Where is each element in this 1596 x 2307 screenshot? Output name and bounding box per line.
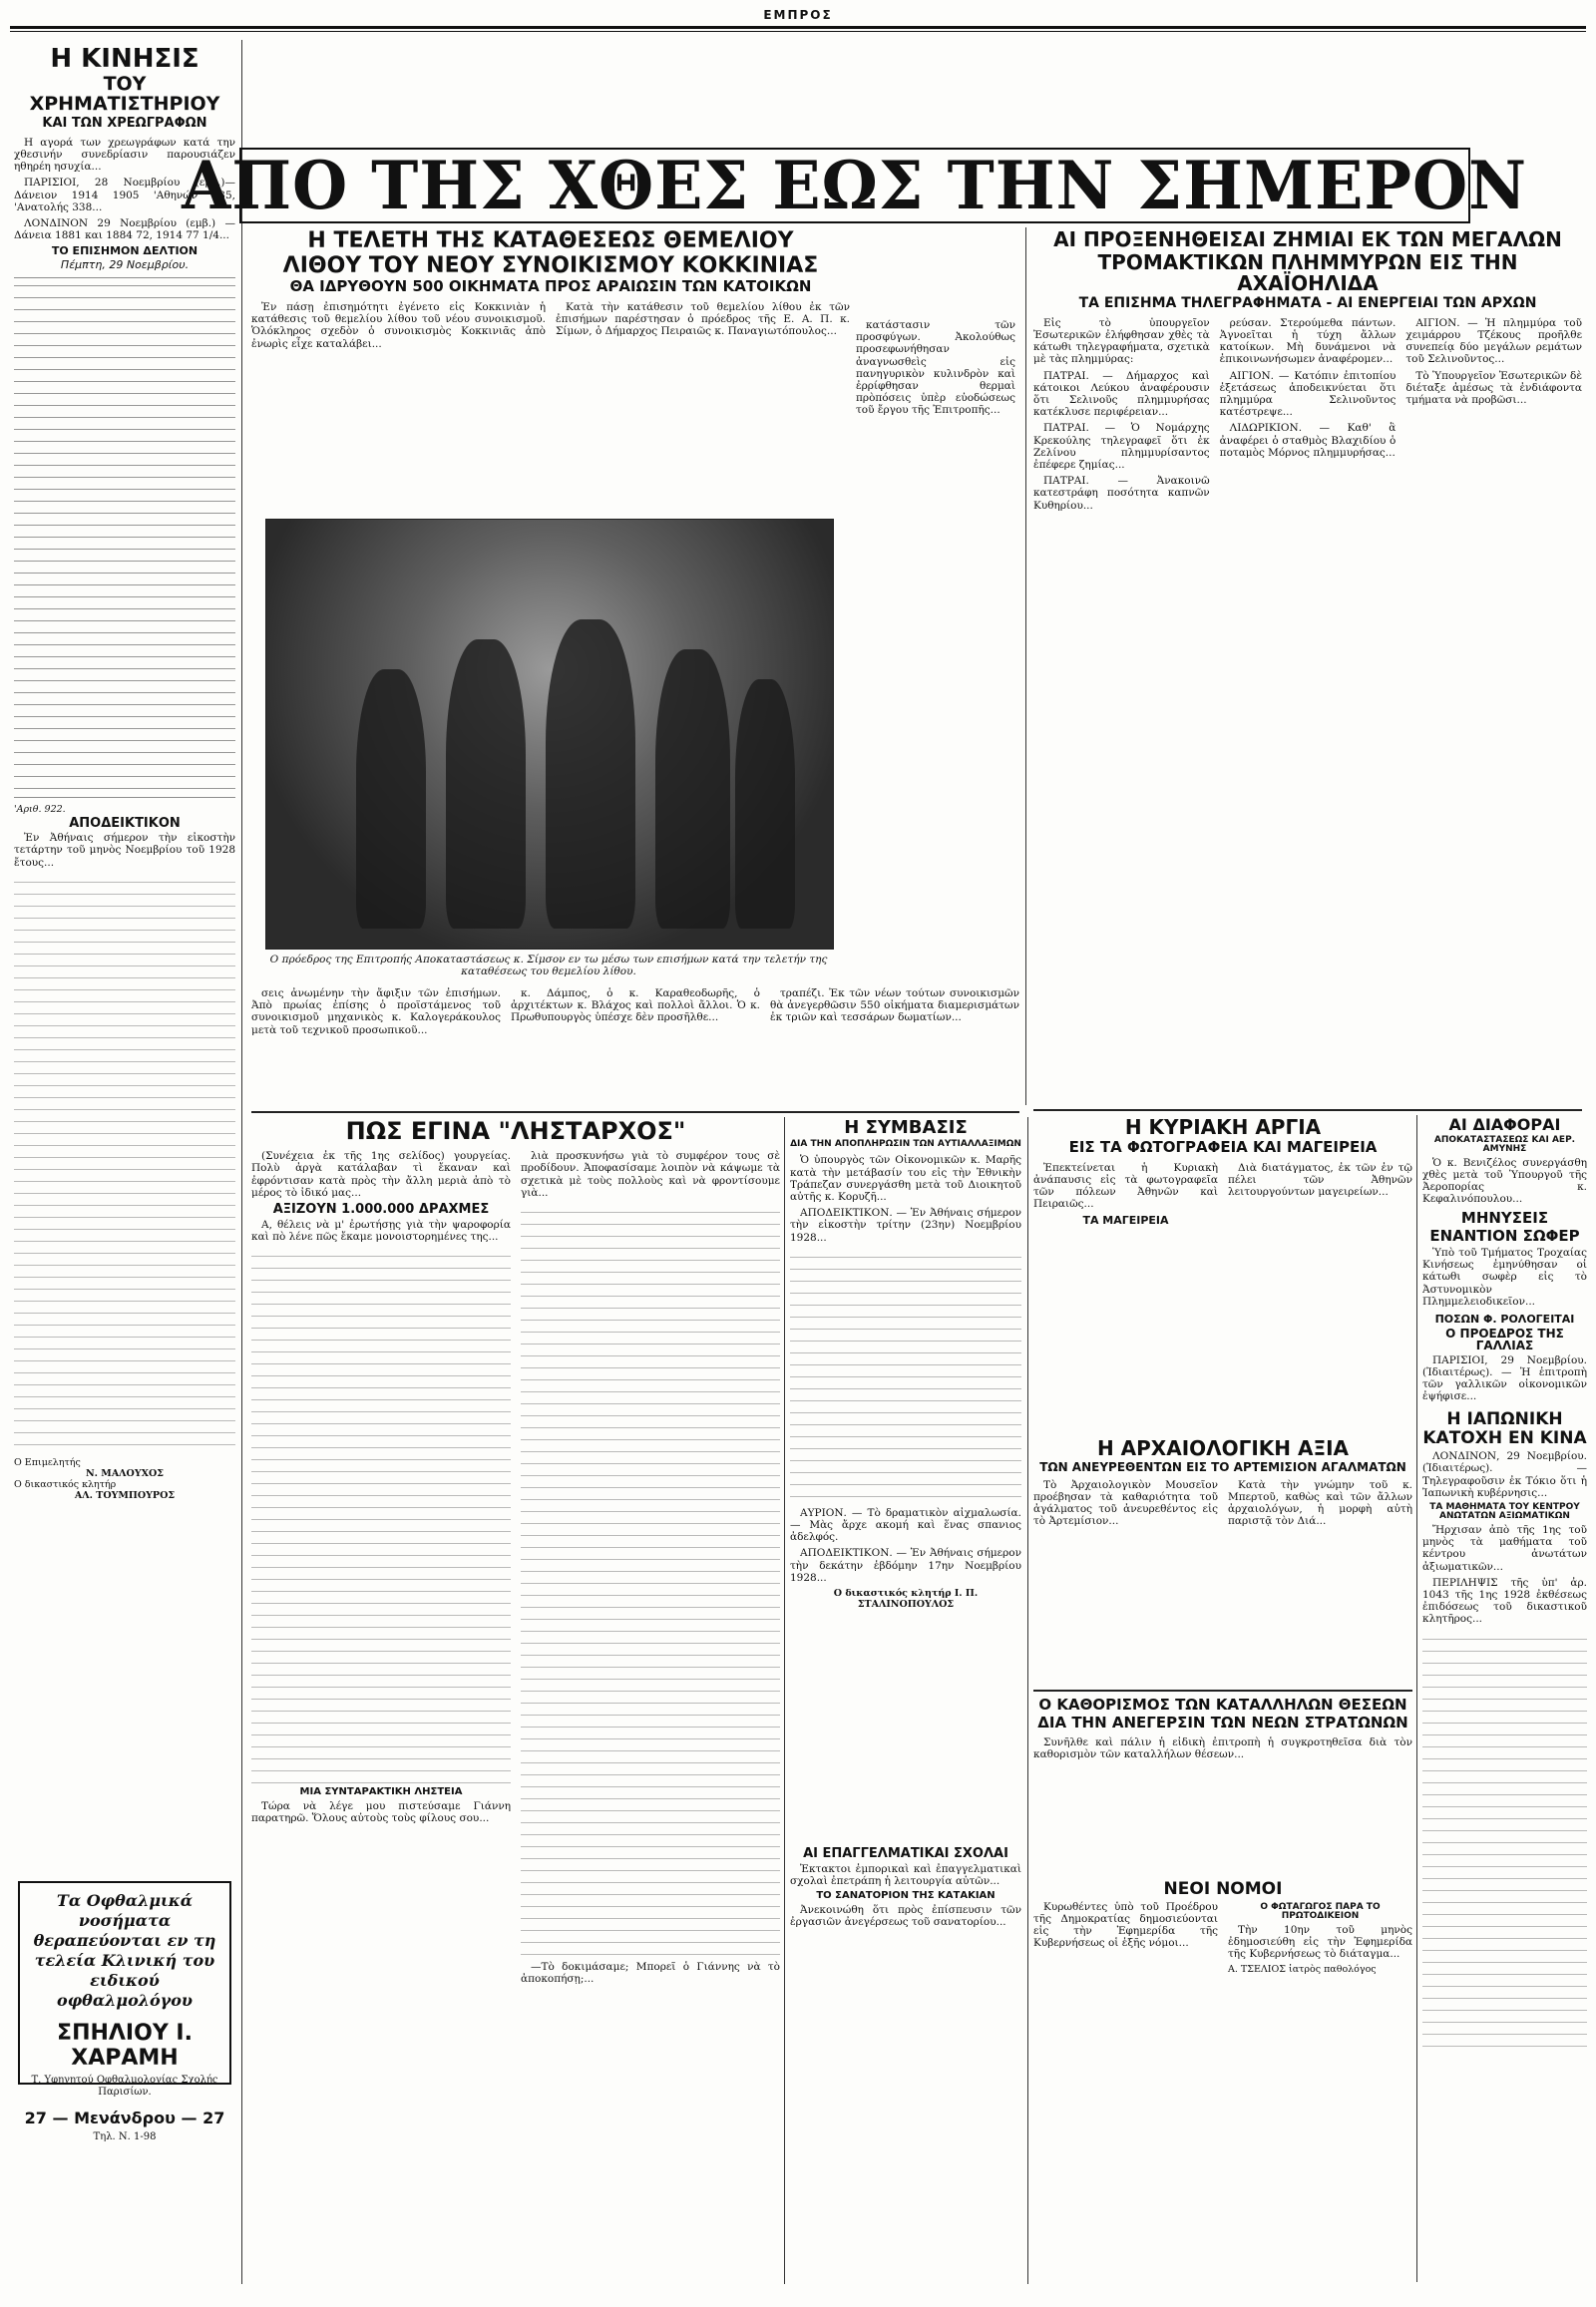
ceremony-photo — [265, 519, 834, 950]
official-bulletin-title: ΤΟ ΕΠΙΣΗΜΟΝ ΔΕΛΤΙΟΝ — [51, 244, 199, 258]
story1-headline-1: Η ΤΕΛΕΤΗ ΤΗΣ ΚΑΤΑΘΕΣΕΩΣ ΘΕΜΕΛΙΟΥ — [307, 228, 794, 253]
ad-credentials: Τ. Υφηγητού Οφθαλμολογίας Σχολής Παρισίων. — [31, 2075, 218, 2098]
story12-text-2: Ἀνεκοινώθη ὅτι πρὸς ἐπίσπευσιν τῶν ἐργασιῶν ἀνεγέρσεως τοῦ σανατορίου... — [790, 1903, 1021, 1928]
mid-divider — [1025, 227, 1026, 1105]
story8-headline: ΠΩΣ ΕΓΙΝΑ "ΛΗΣΤΑΡΧΟΣ" — [345, 1117, 686, 1145]
exchange-paris: ΠΑΡΙΣΙΟΙ, 28 Νοεμβρίου (εμβ.)—Δάνειον 1914 1905 'Αθηνών 335, 'Ανατολής 338... — [14, 177, 235, 213]
story7-text-2: Ἤρχισαν ἀπὸ τῆς 1ης τοῦ μηνὸς τὰ μαθήματα τοῦ κέντρου ἀνωτάτων ἀξιωματικῶν... — [1422, 1523, 1587, 1573]
story13-headline: ΝΕΟΙ ΝΟΜΟΙ — [1163, 1879, 1283, 1899]
story7-text-3: ΠΕΡΙΛΗΨΙΣ τῆς ὑπ' ἀρ. 1043 τῆς 1ης 1928 ἐκθέσεως ἐπιδόσεως τοῦ δικαστικοῦ κλητῆρος... — [1422, 1576, 1587, 1626]
story-foundation-stone — [251, 227, 850, 517]
notice-title: ΑΠΟΔΕΙΚΤΙΚΟΝ — [69, 815, 181, 831]
story4-headline-2: ΑΠΟΚΑΤΑΣΤΑΣΕΩΣ ΚΑΙ ΑΕΡ. ΑΜΥΝΗΣ — [1433, 1134, 1576, 1155]
story3-text-1: Ἐπεκτείνεται ἡ Κυριακὴ ἀνάπαυσις εἰς τὰ φωτογραφεῖα τῶν πόλεων Ἀθηνῶν καὶ Πειραιῶς... — [1033, 1161, 1218, 1211]
story10-text-1: Τὸ Ἀρχαιολογικὸν Μουσεῖον προέβησαν τὰ καθαριότητα τοῦ ἀγάλματος τοῦ ἀνευρεθέντος εἰς τὸ Ἀρτεμίσιον... — [1033, 1478, 1218, 1528]
story-vocational-schools — [790, 1845, 1021, 2284]
story1-text-4: σεις ἀνωμένην τὴν ἄφιξιν τῶν ἐπισήμων. Ἀπὸ πρωίας ἐπίσης ὁ προϊστάμενος τοῦ συνοικισμοῦ μηχανικὸς κ. Καλογεράκουλος μετὰ τοῦ τεχνικοῦ προσωπικοῦ... — [251, 987, 501, 1036]
story10-headline-1: Η ΑΡΧΑΙΟΛΟΓΙΚΗ ΑΞΙΑ — [1096, 1436, 1350, 1460]
story-convention — [790, 1117, 1021, 1835]
story1-column-3 — [856, 319, 1015, 519]
story7-headline-1: Η ΙΑΠΩΝΙΚΗ — [1446, 1408, 1563, 1429]
story2-text-4: ΠΑΤΡΑΙ. — Ἀνακοινῶ κατεστράφη ποσότητα καπνῶν Κυθηρίου... — [1033, 475, 1210, 512]
story8-section: ΑΞΙΖΟΥΝ 1.000.000 ΔΡΑΧΜΕΣ — [272, 1202, 490, 1217]
ad-name: ΣΠΗΛΙΟΥ Ι. ΧΑΡΑΜΗ — [57, 2021, 193, 2071]
exchange-london: ΛΟΝΔΙΝΟΝ 29 Νοεμβρίου (εμβ.) — Δάνεια 1881 και 1884 72, 1914 77 1/4... — [14, 217, 235, 242]
story8-text-2: Α, θέλεις νὰ μ' ἐρωτήσῃς γιὰ τὴν ψαροφορία καὶ πὸ λένε πῶς ἔκαμε μονοιστορημένες της... — [251, 1218, 511, 1243]
story1-text-1: Ἐν πάσῃ ἐπισημότητι ἐγένετο εἰς Κοκκινιὰν ἡ κατάθεσις τοῦ θεμελίου λίθου τοῦ νέου συνοικισμοῦ. Ὁλόκληρος σχεδὸν ὁ συνοικισμὸς Κοκκινιᾶς ἀπὸ ἐνωρὶς εἶχε καταλάβει... — [251, 300, 546, 350]
story3-headline: Η ΚΥΡΙΑΚΗ ΑΡΓΙΑ — [1124, 1115, 1322, 1139]
story4-headline-1: ΑΙ ΔΙΑΦΟΡΑΙ — [1448, 1115, 1561, 1134]
story9-filler — [790, 1248, 1021, 1507]
story7-headline-2: ΚΑΤΟΧΗ ΕΝ ΚΙΝΑ — [1422, 1428, 1587, 1449]
exchange-title: Η ΚΙΝΗΣΙΣ — [50, 44, 200, 74]
story-sunday-rest — [1033, 1115, 1412, 1434]
story3-subhead: ΕΙΣ ΤΑ ΦΩΤΟΓΡΑΦΕΙΑ ΚΑΙ ΜΑΓΕΙΡΕΙΑ — [1068, 1138, 1378, 1156]
eye-clinic-ad — [18, 1881, 231, 2142]
story-lestarchos — [251, 1117, 780, 2284]
notice-text: Ἐν Ἀθήναις σήμερον τὴν εἰκοστὴν τετάρτην τοῦ μηνὸς Νοεμβρίου τοῦ 1928 ἔτους... — [14, 832, 235, 869]
story2-headline-1: ΑΙ ΠΡΟΞΕΝΗΘΕΙΣΑΙ ΖΗΜΙΑΙ ΕΚ ΤΩΝ ΜΕΓΑΛΩΝ — [1053, 227, 1562, 251]
rule-mid — [251, 1111, 1019, 1113]
story6-headline-2: Ο ΠΡΟΕΔΡΟΣ ΤΗΣ ΓΑΛΛΙΑΣ — [1445, 1326, 1564, 1353]
story-barracks — [1033, 1696, 1412, 1875]
story2-text-5: ρεύσαν. Στερούμεθα πάντων. Ἀγνοεῖται ἡ τύχη ἄλλων κατοίκων. Μὴ δυνάμενοι νὰ ἐπικοινωνήσωμεν ἀναφέρομεν... — [1219, 316, 1396, 366]
story1-text-3: κατάστασιν τῶν προσφύγων. Ἀκολούθως προσεφωνήθησαν ἀναγνωσθεὶς εἰς πανηγυρικὸν κυλινδρὸν καὶ ἐρρίφθησαν θερμαὶ πρὸπόσεις ὑπὲρ εὐοδώσεως τοῦ ἔργου τῆς Ἐπιτροπῆς... — [856, 319, 1015, 417]
story5-headline-2: ΕΝΑΝΤΙΟΝ ΣΩΦΕΡ — [1429, 1227, 1580, 1246]
story9-notice-3: ΑΠΟΔΕΙΚΤΙΚΟΝ. — Ἐν Ἀθήναις σήμερον τὴν δεκάτην ἑβδόμην 17ην Νοεμβρίου 1928... — [790, 1547, 1021, 1584]
exchange-title-2: ΤΟΥ ΧΡΗΜΑΤΙΣΤΗΡΙΟΥ — [29, 73, 220, 116]
story-new-laws — [1033, 1879, 1412, 2278]
story13-subhead: Ο ΦΩΤΑΓΩΓΟΣ ΠΑΡΑ ΤΟ ΠΡΩΤΟΔΙΚΕΙΟΝ — [1260, 1901, 1381, 1922]
exchange-intro: Η αγορά των χρεωγράφων κατά την χθεσινήν συνεδρίασιν παρουσιάζεν ηθηρέη ησυχία... — [14, 136, 235, 174]
story11-text: Συνῆλθε καὶ πάλιν ἡ εἰδικὴ ἐπιτροπὴ ἡ συγκροτηθεῖσα διὰ τὸν καθορισμὸν τῶν καταλλήλων θέσεων... — [1033, 1735, 1412, 1760]
story9-signature: Ο δικαστικός κλητήρ Ι. Π. ΣΤΑΛΙΝΟΠΟΥΛΟΣ — [833, 1587, 979, 1610]
story9-headline: Η ΣΥΜΒΑΣΙΣ — [844, 1117, 968, 1138]
story7-text: ΛΟΝΔΙΝΟΝ, 29 Νοεμβρίου. (Ἰδιαιτέρως). — Τηλεγραφοῦσιν ἐκ Τόκιο ὅτι ἡ Ἰαπωνικὴ κυβέρνησις... — [1422, 1450, 1587, 1499]
signature-4: ΑΛ. ΤΟΥΜΠΟΥΡΟΣ — [74, 1489, 176, 1501]
story13-signature: Α. ΤΣΕΛΙΟΣ ἰατρὸς παθολόγος — [1228, 1964, 1377, 1976]
right-column — [1422, 1115, 1587, 2282]
story9-subhead: ΔΙΑ ΤΗΝ ΑΠΟΠΛΗΡΩΣΙΝ ΤΩΝ ΑΥΤΙΑΛΛΑΞΙΜΩΝ — [790, 1138, 1021, 1149]
story4-text: Ὁ κ. Βενιζέλος συνεργάσθη χθὲς μετὰ τοῦ Ὑπουργοῦ τῆς Ἀεροπορίας κ. Κεφαλινόπουλου... — [1422, 1156, 1587, 1206]
story13-text: Κυρωθέντες ὑπὸ τοῦ Προέδρου τῆς Δημοκρατίας δημοσιεύονται εἰς τὴν Ἐφημερίδα τῆς Κυβερνήσεως οἱ ἑξῆς νόμοι... — [1033, 1900, 1218, 1950]
story11-headline-2: ΔΙΑ ΤΗΝ ΑΝΕΓΕΡΣΙΝ ΤΩΝ ΝΕΩΝ ΣΤΡΑΤΩΝΩΝ — [1037, 1713, 1408, 1731]
story1-text-2: Κατὰ τὴν κατάθεσιν τοῦ θεμελίου λίθου ἐκ τῶν ἐπισήμων παρέστησαν ὁ πρόεδρος τῆς Ε. Α. Π. κ. Σίμων, ὁ Δήμαρχος Πειραιῶς κ. Παναγιωτόπουλος... — [556, 300, 850, 338]
masthead: ΕΜΠΡΟΣ — [763, 8, 833, 22]
top-rule — [10, 26, 1586, 29]
story2-text-8: Τὸ Ὑπουργεῖον Ἐσωτερικῶν δὲ διέταξε ἀμέσως τὰ ἐνδιάφοντα τμήματα νὰ προβῶσι... — [1405, 369, 1582, 406]
story12-text: Ἐκτακτοι ἐμπορικαὶ καὶ ἐπαγγελματικαὶ σχολαὶ ἐπετράπη ἡ λειτουργία αὐτῶν... — [790, 1862, 1021, 1887]
story2-text-1: Εἰς τὸ ὑπουργεῖον Ἐσωτερικῶν ἐλήφθησαν χθὲς τὰ κάτωθι τηλεγραφήματα, σχετικὰ μὲ τὰς πλημμύρας: — [1033, 316, 1210, 366]
right-filler — [1422, 1630, 1587, 2049]
story1-subhead: ΘΑ ΙΔΡΥΘΟΥΝ 500 ΟΙΚΗΜΑΤΑ ΠΡΟΣ ΑΡΑΙΩΣΙΝ ΤΩΝ ΚΑΤΟΙΚΩΝ — [289, 277, 812, 296]
story2-text-9: ΛΙΔΩΡΙΚΙΟΝ. — Καθ' ἃ ἀναφέρει ὁ σταθμὸς Βλαχιδίου ὁ ποταμὸς Μόρνος πλημμυρήσας... — [1219, 422, 1396, 459]
stock-table — [14, 277, 235, 798]
notice-filler — [14, 873, 235, 1451]
official-bulletin-date: Πέμπτη, 29 Νοεμβρίου. — [60, 257, 190, 271]
story-floods — [1033, 227, 1582, 1105]
exchange-title-3: ΚΑΙ ΤΩΝ ΧΡΕΩΓΡΑΦΩΝ — [42, 116, 207, 132]
photo-caption: Ο πρόεδρος της Επιτροπής Αποκαταστάσεως κ. Σίμσον εν τω μέσω των επισήμων κατά την τελετήν της καταθέσεως του θεμελίου λίθου. — [269, 954, 828, 977]
story1-text-5: κ. Δάμπος, ὁ κ. Καραθεοδωρῆς, ὁ ἀρχιτέκτων κ. Βλάχος καὶ πολλοὶ ἄλλοι. Ὁ κ. Πρωθυπουργὸς ὑπέσχε δὲν προσῆλθε... — [511, 987, 760, 1024]
ad-phone: Τηλ. Ν. 1-98 — [93, 2131, 157, 2142]
story1-continued — [251, 987, 1019, 1107]
story2-text-7: ΑΙΓΙΟΝ. — Ἡ πλημμύρα τοῦ χειμάρρου Τζέκους προῆλθε συνεπείᾳ δύο μεγάλων ρεμάτων τοῦ Σελινοῦντος... — [1405, 316, 1582, 366]
story2-text-6: ΑΙΓΙΟΝ. — Κατόπιν ἐπιτοπίου ἐξετάσεως ἀποδεικνύεται ὅτι πλημμύρα Σελινοῦντος κατέστρεψε... — [1219, 369, 1396, 419]
story2-headline-2: ΤΡΟΜΑΚΤΙΚΩΝ ΠΛΗΜΜΥΡΩΝ ΕΙΣ ΤΗΝ ΑΧΑΪΟΗΛΙΔΑ — [1097, 250, 1518, 295]
story13-text-2: Τὴν 10ην τοῦ μηνὸς ἐδημοσιεύθη εἰς τὴν Ἐφημερίδα τῆς Κυβερνήσεως τὸ διάταγμα... — [1228, 1923, 1412, 1961]
story6-headline-1: ΠΟΣΩΝ Φ. ΡΟΛΟΓΕΙΤΑΙ — [1434, 1313, 1575, 1326]
story7-subhead: ΤΑ ΜΑΘΗΜΑΤΑ ΤΟΥ ΚΕΝΤΡΟΥ ΑΝΩΤΑΤΩΝ ΑΞΙΩΜΑΤΙΚΩΝ — [1429, 1502, 1580, 1522]
ad-text: Τα Οφθαλμικά νοσήματα θεραπεύονται εν τη τελεία Κλινική του ειδικού οφθαλμολόγου — [33, 1891, 216, 2010]
signature-2: Ν. ΜΑΛΟΥΧΟΣ — [86, 1467, 164, 1479]
main-banner — [182, 147, 1528, 224]
story8-filler-b — [521, 1203, 780, 1961]
ad-address: 27 — Μενάνδρου — 27 — [24, 2109, 225, 2127]
signature-1: Ο Επιμελητής — [14, 1456, 81, 1468]
story3-section: ΤΑ ΜΑΓΕΙΡΕΙΑ — [1082, 1213, 1169, 1227]
story10-text-2: Κατὰ τὴν γνώμην τοῦ κ. Μπερτοῦ, καθὼς καὶ τῶν ἄλλων ἀρχαιολόγων, ἡ μορφὴ αὐτὴ παριστᾷ τὸν Διά... — [1228, 1478, 1412, 1528]
story11-headline-1: Ο ΚΑΘΟΡΙΣΜΟΣ ΤΩΝ ΚΑΤΑΛΛΗΛΩΝ ΘΕΣΕΩΝ — [1038, 1696, 1407, 1714]
story6-text: ΠΑΡΙΣΙΟΙ, 29 Νοεμβρίου. (Ἰδιαιτέρως). — Ἡ ἐπιτροπὴ τῶν γαλλικῶν οἰκονομικῶν ἐψήφισε... — [1422, 1353, 1587, 1403]
story12-headline: ΑΙ ΕΠΑΓΓΕΛΜΑΤΙΚΑΙ ΣΧΟΛΑΙ — [803, 1846, 1008, 1861]
story2-text-2: ΠΑΤΡΑΙ. — Δήμαρχος καὶ κάτοικοι Λεύκου ἀναφέρουσιν ὅτι Σελινοῦς πλημμυρήσας κατέκλυσε περιφέρειαν... — [1033, 369, 1210, 419]
rule-right-2 — [1033, 1690, 1412, 1692]
signature-3: Ο δικαστικός κλητήρ — [14, 1478, 117, 1490]
story8-text-5: —Τὸ δοκιμάσαμε; Μπορεῖ ὁ Γιάννης νὰ τὸ ἀποκοπήσῃ;... — [521, 1961, 780, 1986]
story9-notice-1: ΑΠΟΔΕΙΚΤΙΚΟΝ. — Ἐν Ἀθήναις σήμερον τὴν εἰκοστὴν τρίτην (23ην) Νοεμβρίου 1928... — [790, 1207, 1021, 1244]
divider-3 — [1027, 1117, 1028, 2284]
story2-text-3: ΠΑΤΡΑΙ. — Ὁ Νομάρχης Κρεκούλης τηλεγραφεῖ ὅτι ἐκ Ζελίνου πλημμυρίσαντος ἐπέφερε ζημίας... — [1033, 422, 1210, 471]
story9-notice-2: ΑΥΡΙΟΝ. — Τὸ δραματικὸν αἰχμαλωσία. — Μὰς ἄρχε ακομή καὶ ἕνας σπανιος ἀδελφός. — [790, 1506, 1021, 1544]
story10-headline-2: ΤΩΝ ΑΝΕΥΡΕΘΕΝΤΩΝ ΕΙΣ ΤΟ ΑΡΤΕΜΙΣΙΟΝ ΑΓΑΛΜΑΤΩΝ — [1039, 1460, 1406, 1474]
story8-text-4: λιὰ προσκυνήσω γιὰ τὸ συμφέρον τους σὲ προδίδουν. Ἀποφασίσαμε λοιπὸν νὰ κάψωμε τὰ σχετικὰ μὲ τοὺς πολλοὺς καὶ νὰ φροντίσουμε γιὰ... — [521, 1150, 780, 1199]
story1-headline-2: ΛΙΘΟΥ ΤΟΥ ΝΕΟΥ ΣΥΝΟΙΚΙΣΜΟΥ ΚΟΚΚΙΝΙΑΣ — [282, 253, 819, 279]
story9-text: Ὁ ὑπουργὸς τῶν Οἰκονομικῶν κ. Μαρῆς κατὰ τὴν μετάβασίν του εἰς τὴν Ἐθνικὴν Τράπεζαν συνεργάσθη μετὰ τοῦ Διοικητοῦ αὐτῆς κ. Κορυζῆ... — [790, 1154, 1021, 1203]
story2-subhead: ΤΑ ΕΠΙΣΗΜΑ ΤΗΛΕΓΡΑΦΗΜΑΤΑ - ΑΙ ΕΝΕΡΓΕΙΑΙ ΤΩΝ ΑΡΧΩΝ — [1078, 295, 1537, 311]
rule-right-1 — [1033, 1109, 1582, 1111]
story8-filler-a — [251, 1247, 511, 1785]
story5-headline-1: ΜΗΝΥΣΕΙΣ — [1460, 1209, 1549, 1228]
right-divider — [1416, 1115, 1417, 2282]
story1-text-6: τραπέζι. Ἐκ τῶν νέων τούτων συνοικισμῶν θὰ ἀνεγερθῶσιν 550 οἰκήματα διαμερισμάτων ἐκ τριῶν καὶ τεσσάρων δωματίων... — [770, 987, 1019, 1024]
story12-subhead: ΤΟ ΣΑΝΑΤΟΡΙΟΝ ΤΗΣ ΚΑΤΑΚΙΑΝ — [816, 1890, 996, 1902]
divider-2 — [784, 1117, 785, 2284]
story8-section-2: ΜΙΑ ΣΥΝΤΑΡΑΚΤΙΚΗ ΛΗΣΤΕΙΑ — [299, 1786, 463, 1798]
notice-number: 'Αριθ. 922. — [14, 803, 66, 815]
top-rule-thin — [10, 31, 1586, 32]
story3-text-2: Διὰ διατάγματος, ἐκ τῶν ἐν τῷ πέλει τῶν Ἀθηνῶν λειτουργούντων μαγειρείων... — [1228, 1161, 1412, 1199]
left-divider — [241, 40, 242, 2284]
story5-text: Ὑπὸ τοῦ Τμήματος Τροχαίας Κινήσεως ἐμηνύθησαν οἱ κάτωθι σωφὲρ εἰς τὸ Ἀστυνομικὸν Πλημμελειοδικεῖον... — [1422, 1246, 1587, 1308]
story8-text-3: Τώρα νὰ λέγε μου πιστεύσαμε Γιάννη παρατηρῶ. Ὅλους αὐτοὺς τοὺς φίλους σου... — [251, 1799, 511, 1824]
banner-text: ΑΠΟ ΤΗΣ ΧΘΕΣ ΕΩΣ ΤΗΝ ΣΗΜΕΡΟΝ — [182, 147, 1528, 224]
story-archaeology — [1033, 1436, 1412, 1686]
story8-text-1: (Συνέχεια ἐκ τῆς 1ης σελίδος) γουργείας. Πολὺ ἀργὰ κατάλαβαν τὶ ἔκαναν καὶ ἐφρόντισαν κατὰ πρὸς τὴν ἄλλη μεριὰ ἀπὸ τὸ μέρος τὸ ἰδικό μας... — [251, 1150, 511, 1199]
